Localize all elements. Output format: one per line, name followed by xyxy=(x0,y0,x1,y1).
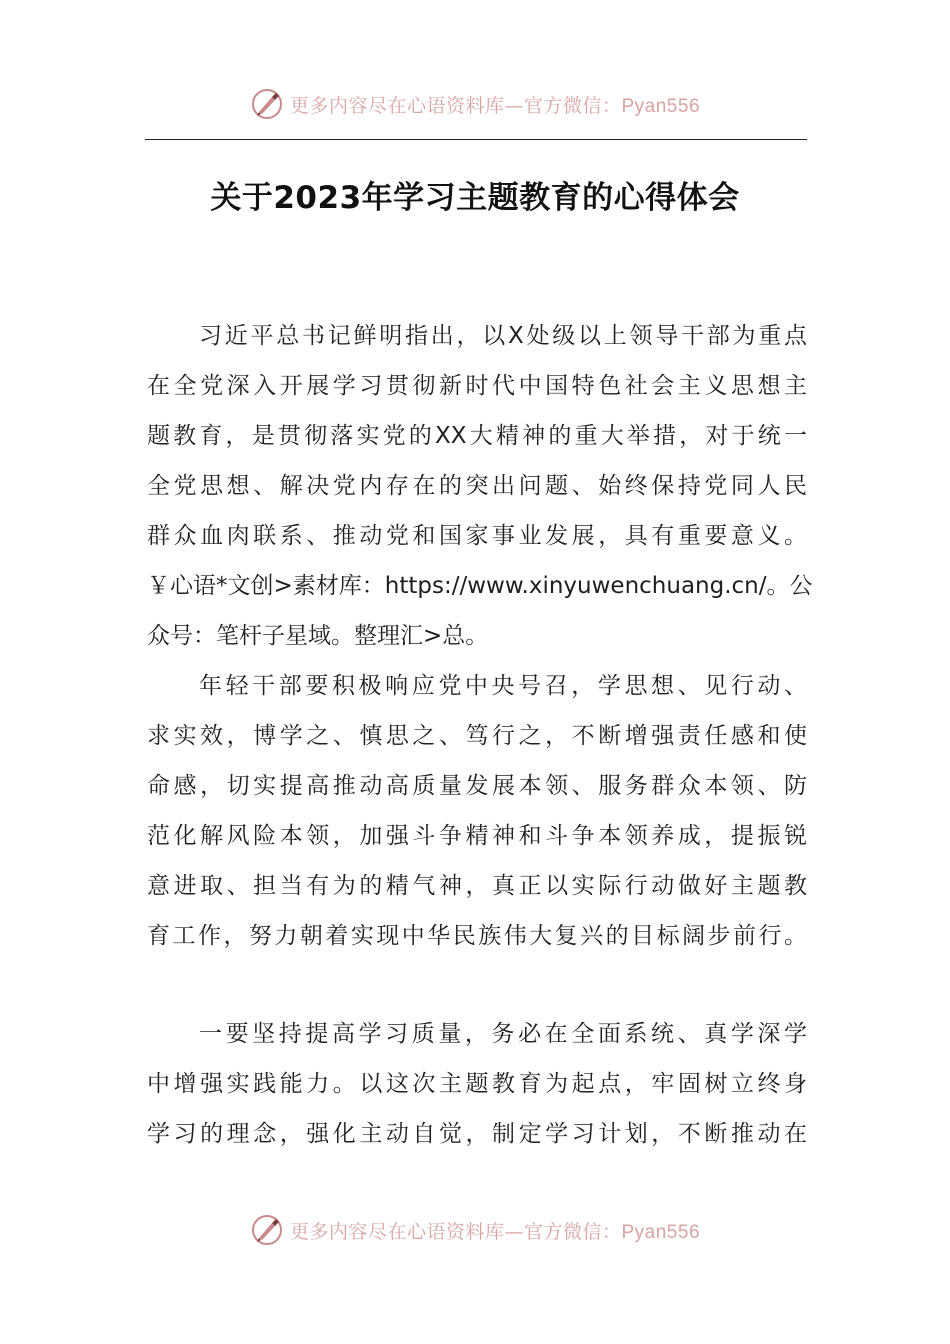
paragraph-2 xyxy=(147,661,807,961)
footer-watermark xyxy=(0,1210,950,1250)
text-line: 题教育，是贯彻落实党的XX大精神的重大举措，对于统一 xyxy=(147,423,807,449)
text-line: ￥心语*文创>素材库：https://www.xinyuwenchuang.cn/。公 xyxy=(147,573,813,599)
header-divider xyxy=(145,139,807,140)
watermark-text: 更多内容尽在心语资料库—官方微信：Pyan556 xyxy=(289,94,701,117)
text-line: 命感，切实提高推动高质量发展本领、服务群众本领、防 xyxy=(147,773,807,799)
text-line: 习近平总书记鲜明指出，以X处级以上领导干部为重点 xyxy=(199,323,807,349)
paragraph-1 xyxy=(147,311,813,661)
pen-logo-icon xyxy=(250,1213,284,1247)
pen-logo-icon xyxy=(250,87,284,121)
text-line: 一要坚持提高学习质量，务必在全面系统、真学深学 xyxy=(199,1021,807,1047)
document-title: 关于2023年学习主题教育的心得体会 xyxy=(210,180,740,216)
document-body xyxy=(147,311,813,1159)
text-line: 意进取、担当有为的精气神，真正以实际行动做好主题教 xyxy=(147,873,807,899)
text-line: 年轻干部要积极响应党中央号召，学思想、见行动、 xyxy=(199,673,807,699)
text-line: 全党思想、解决党内存在的突出问题、始终保持党同人民 xyxy=(147,473,807,499)
paragraph-spacer xyxy=(147,961,807,1009)
text-line: 求实效，博学之、慎思之、笃行之，不断增强责任感和使 xyxy=(147,723,807,749)
text-line: 学习的理念，强化主动自觉，制定学习计划，不断推动在 xyxy=(147,1121,807,1147)
text-line: 中增强实践能力。以这次主题教育为起点，牢固树立终身 xyxy=(147,1071,807,1097)
text-line: 育工作，努力朝着实现中华民族伟大复兴的目标阔步前行。 xyxy=(147,923,807,949)
paragraph-3 xyxy=(147,1009,807,1159)
text-line: 众号：笔杆子星域。整理汇>总。 xyxy=(147,623,489,649)
header-watermark xyxy=(0,84,950,124)
text-line: 范化解风险本领，加强斗争精神和斗争本领养成，提振锐 xyxy=(147,823,807,849)
watermark-text: 更多内容尽在心语资料库—官方微信：Pyan556 xyxy=(289,1220,701,1243)
text-line: 群众血肉联系、推动党和国家事业发展，具有重要意义。 xyxy=(147,523,807,549)
text-line: 在全党深入开展学习贯彻新时代中国特色社会主义思想主 xyxy=(147,373,807,399)
